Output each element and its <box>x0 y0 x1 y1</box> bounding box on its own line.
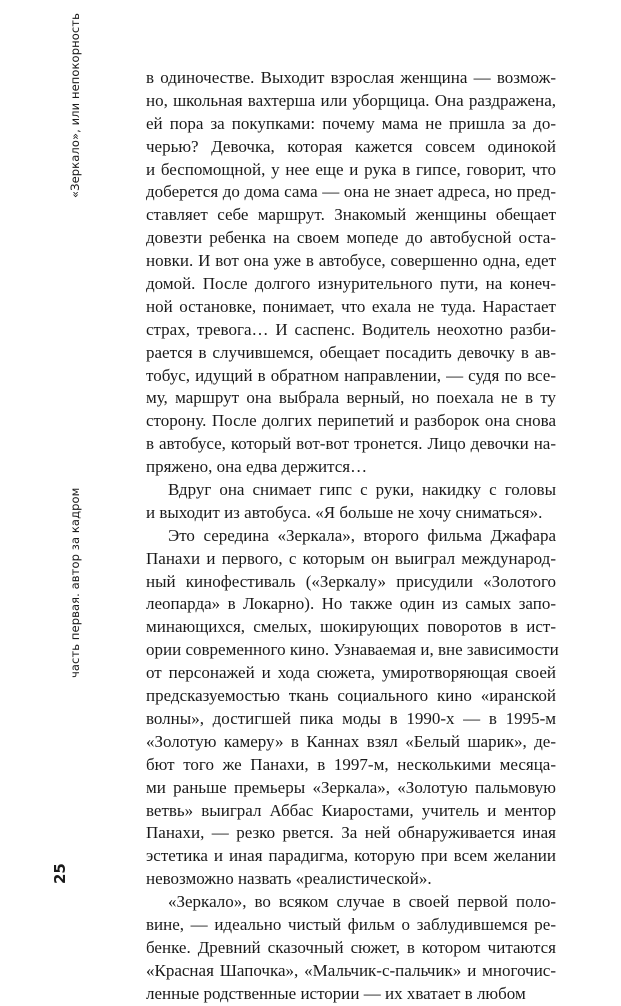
text-line: «Зеркало», во всяком случае в своей первой поло- <box>168 892 556 912</box>
text-line: и выходит из автобуса. «Я больше не хочу сниматься». <box>146 502 543 522</box>
text-line: но, школьная вахтерша или уборщица. Она раздражена, <box>146 90 556 110</box>
text-line: в одиночестве. Выходит взрослая женщина — возмож- <box>146 68 556 87</box>
text-line: ории современного кино. Узнаваемая и, вне зависимости <box>146 640 559 660</box>
body-text <box>146 67 559 1006</box>
text-line: му, маршрут она выбрала верный, но поехала не в ту <box>146 388 556 408</box>
text-line: страх, тревога… И саспенс. Водитель неохотно разби- <box>146 319 556 339</box>
text-line: домой. После долгого изнурительного пути, на конеч- <box>146 274 556 294</box>
text-line: ленные родственные истории — их хватает в любом <box>146 983 526 1003</box>
text-line: ей пора за покупками: почему мама не пришла за до- <box>146 113 556 133</box>
text-line: вине, — идеально чистый фильм о заблудившемся ре- <box>146 914 556 934</box>
text-line: ной остановке, понимает, что ехала не туда. Нарастает <box>146 296 556 316</box>
text-line: довезти ребенка на своем мопеде до автобусной оста- <box>146 228 556 248</box>
text-line: Панахи и первого, с которым он выиграл международ- <box>146 548 556 568</box>
text-line: от персонажей и хода сюжета, умиротворяющая своей <box>146 663 556 683</box>
text-line: леопарда» в Локарно). Но также один из самых запо- <box>146 594 556 614</box>
text-line: ный кинофестиваль («Зеркалу» присудили «Золотого <box>146 571 556 591</box>
paragraph <box>146 67 556 479</box>
text-line: и беспомощной, у нее еще и рука в гипсе, говорит, что <box>146 159 556 179</box>
text-line: предсказуемостью ткань социального кино «иранской <box>146 686 556 706</box>
text-line: невозможно назвать «реалистической». <box>146 869 432 889</box>
text-line: новки. И вот она уже в автобусе, совершенно одна, едет <box>146 251 556 271</box>
text-line: ми раньше премьеры «Зеркала», «Золотую пальмовую <box>146 777 556 797</box>
text-line: «Красная Шапочка», «Мальчик-с-пальчик» и многочис- <box>146 960 556 980</box>
text-line: тобус, идущий в обратном направлении, — судя по все- <box>146 365 556 385</box>
text-line: черью? Девочка, которая кажется совсем одинокой <box>146 136 556 156</box>
text-line: «Золотую камеру» в Каннах взял «Белый шарик», де- <box>146 731 556 751</box>
text-line: рается в случившемся, обещает посадить девочку в ав- <box>146 342 556 362</box>
text-line: Панахи, — резко рвется. За ней обнаруживается иная <box>146 823 556 843</box>
text-line: ветвь» выиграл Аббас Киаростами, учитель и ментор <box>146 800 556 820</box>
text-line: минающихся, смелых, шокирующих поворотов в ист- <box>146 617 556 637</box>
text-line: Вдруг она снимает гипс с руки, накидку с головы <box>168 480 556 500</box>
text-line: сторону. После долгих перипетий и разборок она снова <box>146 411 556 431</box>
text-line: волны», достигшей пика моды в 1990-х — в 1995-м <box>146 708 556 728</box>
text-line: бенке. Древний сказочный сюжет, в котором читаются <box>146 937 556 957</box>
text-line: бют того же Панахи, в 1997-м, несколькими месяца- <box>146 754 556 774</box>
paragraph <box>146 525 559 891</box>
text-line: ставляет себе маршрут. Знакомый женщины обещает <box>146 205 556 225</box>
text-line: пряжено, она едва держится… <box>146 457 368 477</box>
text-line: эстетика и иная парадигма, которую при всем желании <box>146 846 556 866</box>
paragraph <box>146 891 556 1005</box>
text-line: доберется до дома сама — она не знает адреса, но пред- <box>146 182 556 202</box>
paragraph <box>146 479 556 525</box>
text-line: в автобусе, который вот-вот тронется. Лицо девочки на- <box>146 434 556 454</box>
text-line: Это середина «Зеркала», второго фильма Джафара <box>168 525 556 545</box>
